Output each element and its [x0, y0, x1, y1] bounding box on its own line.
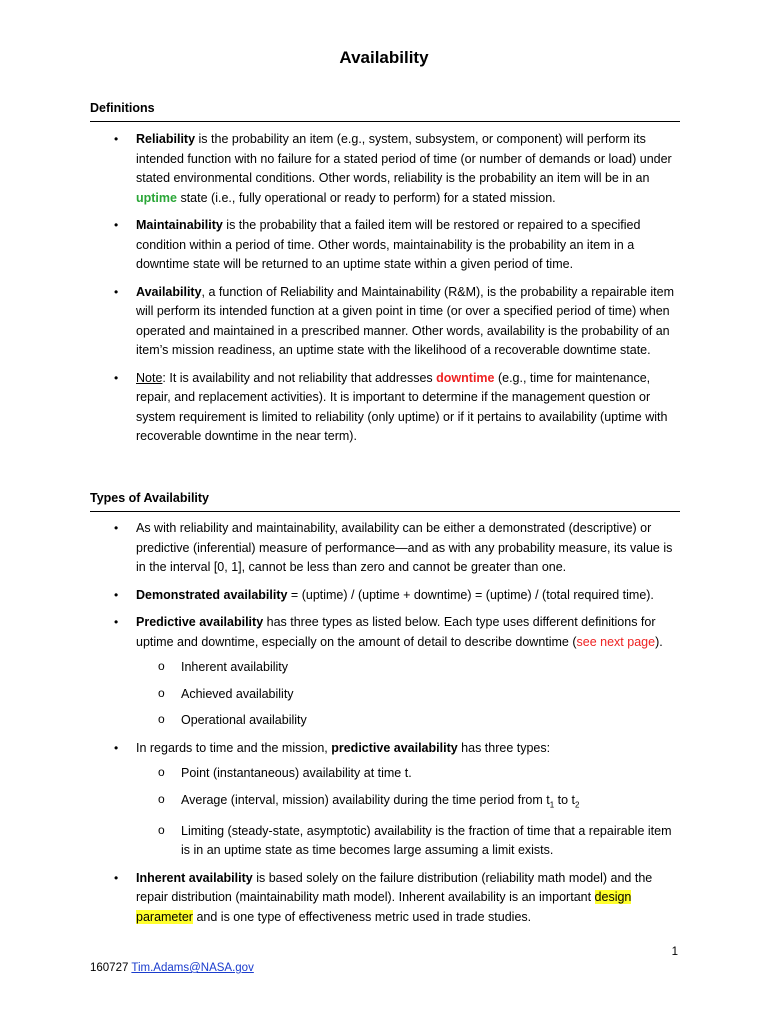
sub-item-average: o Average (interval, mission) availability during the time period from $t_1$ to $t_2$ — [158, 791, 580, 809]
list-item-time-types: • In regards to time and the mission, predictive availability has three types: o Point (instantaneous) availability at time t. o Average (interval, mission) availability during the time period from $t_1$ to $t_2$ o Limiting (steady-state, asymptotic) availability is the fraction of time that a repairable item is in an uptime state as time becomes large assuming a limit exists. — [90, 739, 680, 861]
bullet-icon: • — [114, 870, 119, 885]
list-item-reliability: • Reliability is the probability an item (e.g., system, subsystem, or component) will perform its intended function with no failure for a stated period of time (or number of demands or load) under stated environmental conditions. Other words, reliability is the probability an item will be in an uptime state (i.e., fully operational or ready to perform) for a stated mission. — [114, 132, 672, 205]
circle-bullet-icon: o — [158, 685, 165, 700]
circle-bullet-icon: o — [158, 791, 165, 806]
sub-item-point: o Point (instantaneous) availability at time t. — [136, 764, 680, 784]
circle-bullet-icon: o — [158, 712, 165, 726]
design-parameter-highlight: design parameter — [136, 890, 632, 924]
bullet-icon: • — [114, 218, 119, 232]
page-number: 1 — [671, 946, 678, 958]
note-label: Note — [136, 370, 163, 385]
types-list — [90, 519, 680, 935]
list-item-inherent: • Inherent availability is based solely on the failure distribution (reliability math model) and the repair distribution (maintainability math model). Inherent availability is an important design parameter and is one type of effectiveness metric used in trade studies. — [114, 870, 653, 924]
circle-bullet-icon: o — [158, 822, 165, 837]
sub-item-achieved: o Achieved availability — [136, 685, 680, 705]
sub-item-inherent: o Inherent availability — [136, 658, 680, 678]
page-title: Availability — [339, 48, 429, 67]
sub-item-limiting: o Limiting (steady-state, asymptotic) availability is the fraction of time that a repairable item is in an uptime state as time becomes large assuming a limit exists. — [158, 822, 672, 857]
list-item-availability: • Availability, a function of Reliability and Maintainability (R&M), is the probability a repairable item will perform its intended function at a given point in time (or over a specified period of time) when operated and maintained in a prescribed manner. Other words, availability is the probability of an item’s mission readiness, an uptime state with the likelihood of a recoverable downtime state. — [114, 284, 674, 357]
bullet-icon: • — [114, 132, 119, 146]
list-item-maintainability: • Maintainability is the probability that a failed item will be restored or repaired to a specified condition within a period of time. Other words, maintainability is the probability an item in a downtime state will be returned to an uptime state within a given period of time. — [114, 218, 641, 271]
footer-code: 160727 — [90, 962, 132, 974]
sub-item-operational: o Operational availability — [136, 711, 680, 731]
list-item-predictive: • Predictive availability has three types as listed below. Each type uses different definitions for uptime and downtime, especially on the amount of detail to describe downtime (see next page). o Inherent availability o Achieved availability o Operational availability — [90, 613, 680, 731]
time-sublist — [136, 764, 680, 861]
bullet-icon: • — [114, 587, 119, 602]
bullet-icon: • — [114, 521, 119, 535]
list-item-note: • Note: It is availability and not reliability that addresses downtime (e.g., time for maintenance, repair, and replacement activities). It is important to determine if the management question or system requirement is limited to reliability (only uptime) or if it pertains to availability (uptime with recoverable downtime in the near term). — [114, 370, 668, 443]
see-next-page-link: see next page — [576, 634, 656, 649]
list-item-demonstrated: • Demonstrated availability = (uptime) / (uptime + downtime) = (uptime) / (total required time). — [90, 586, 680, 606]
bullet-icon: • — [114, 740, 119, 755]
section-heading-definitions: Definitions — [90, 101, 680, 122]
predictive-sublist — [136, 658, 680, 731]
definitions-list — [90, 130, 680, 455]
circle-bullet-icon: o — [158, 659, 165, 673]
footer — [90, 962, 254, 974]
uptime-term: uptime — [136, 190, 177, 205]
circle-bullet-icon: o — [158, 765, 165, 779]
bullet-icon: • — [114, 615, 119, 629]
bullet-icon: • — [114, 284, 119, 299]
downtime-term: downtime — [436, 370, 495, 385]
author-email-link[interactable]: Tim.Adams@NASA.gov — [131, 962, 254, 974]
section-heading-types: Types of Availability — [90, 491, 680, 512]
bullet-icon: • — [114, 370, 119, 385]
list-item-intro: • As with reliability and maintainability, availability can be either a demonstrated (descriptive) or predictive (inferential) measure of performance—and as with any probability measure, its value is in the interval [0, 1], cannot be less than zero and cannot be greater than one. — [114, 521, 673, 574]
